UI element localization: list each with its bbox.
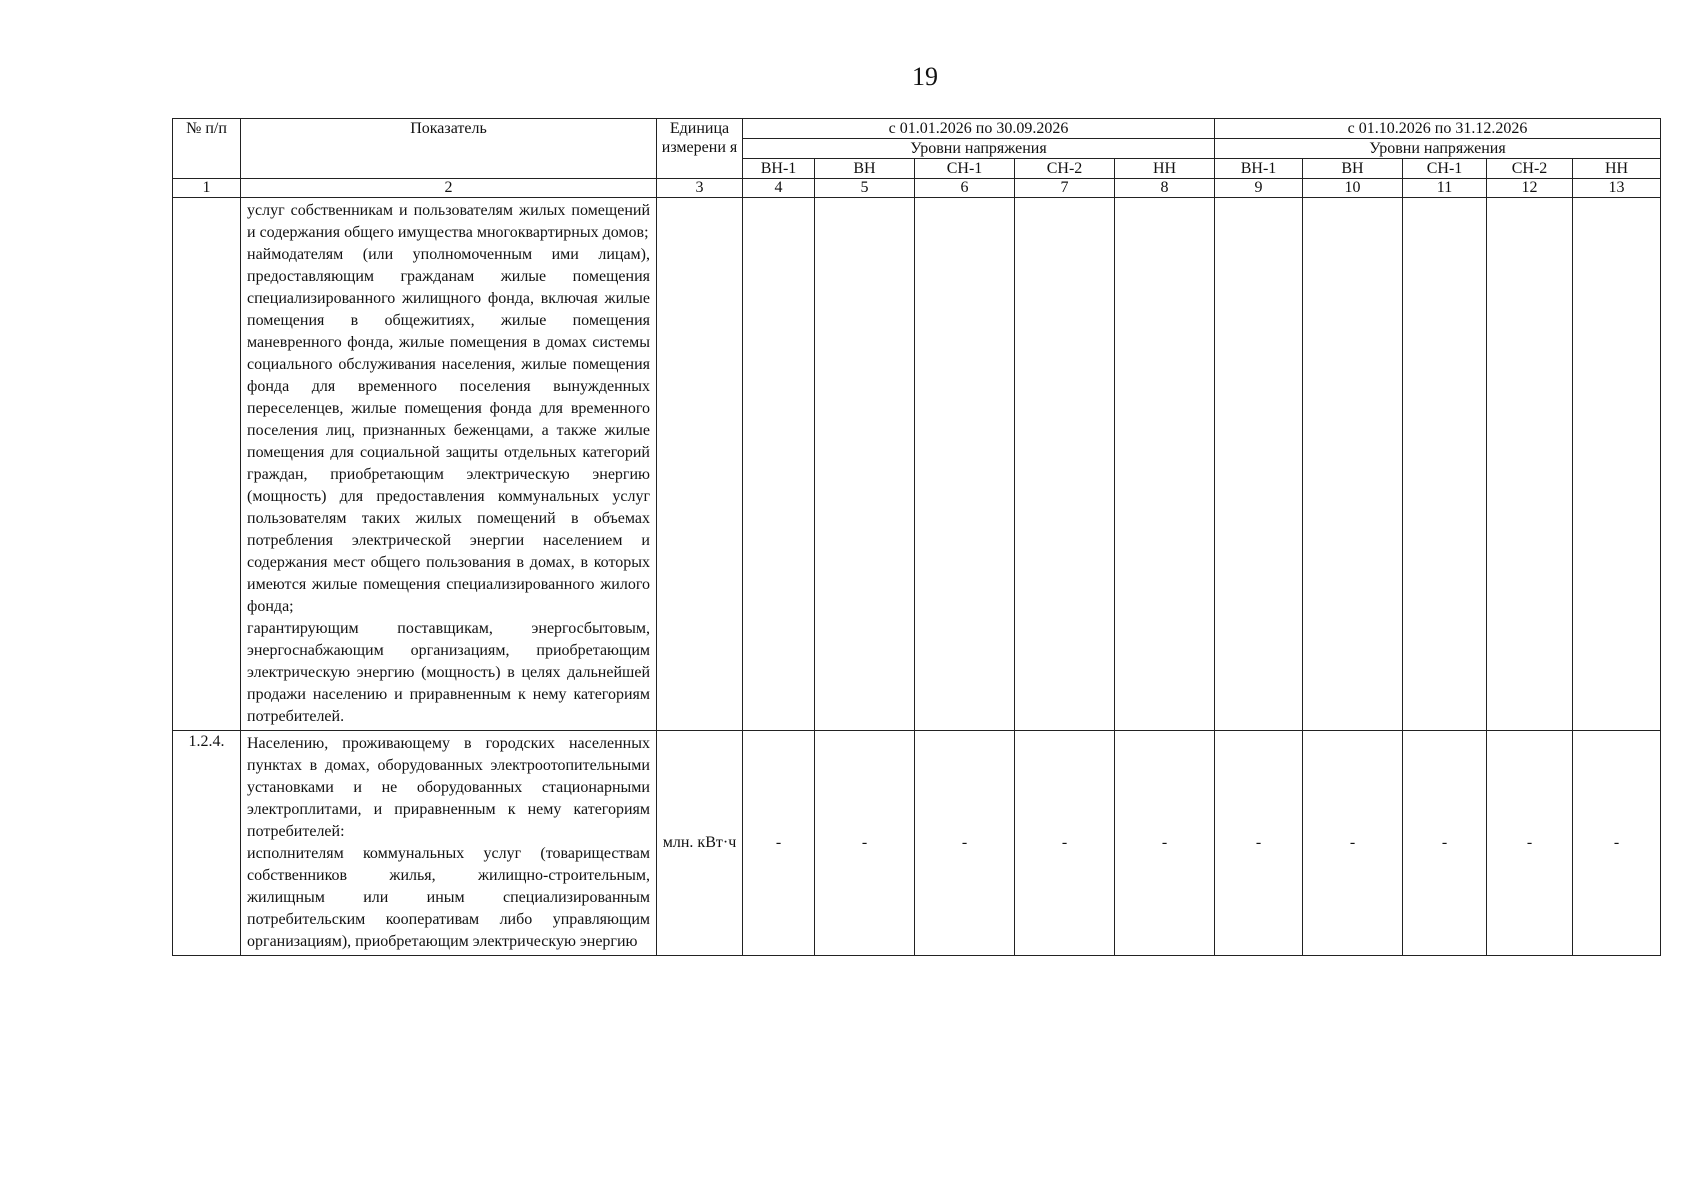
level-cell: ВН-1 (743, 159, 815, 179)
value-cell (1487, 198, 1573, 731)
level-cell: СН-1 (915, 159, 1015, 179)
header-row-1 (173, 119, 1661, 139)
header-num: № п/п (173, 119, 241, 179)
value-cell (1015, 198, 1115, 731)
value-cell (1115, 198, 1215, 731)
value-cell: - (1487, 731, 1573, 956)
row-description (241, 198, 657, 731)
level-cell: НН (1115, 159, 1215, 179)
value-cell (1215, 198, 1303, 731)
row-number (173, 198, 241, 731)
col-number: 6 (915, 179, 1015, 198)
header-indicator: Показатель (241, 119, 657, 179)
column-number-row (173, 179, 1661, 198)
col-number: 8 (1115, 179, 1215, 198)
level-cell: СН-1 (1403, 159, 1487, 179)
col-number: 9 (1215, 179, 1303, 198)
level-cell: ВН-1 (1215, 159, 1303, 179)
header-period-1: с 01.01.2026 по 30.09.2026 (743, 119, 1215, 139)
description-paragraph: Населению, проживающему в городских населенных пунктах в домах, оборудованных электроотопительными установками и не оборудованных стационарными электроплитами, и приравненным к нему категориям потребителей: (247, 735, 650, 840)
value-cell (1303, 198, 1403, 731)
level-cell: НН (1573, 159, 1661, 179)
header-levels-2: Уровни напряжения (1215, 139, 1661, 159)
value-cell (743, 198, 815, 731)
value-cell: - (1115, 731, 1215, 956)
value-cell: - (915, 731, 1015, 956)
col-number: 13 (1573, 179, 1661, 198)
table-row (173, 198, 1661, 731)
col-number: 3 (657, 179, 743, 198)
description-paragraph: исполнителям коммунальных услуг (товариществам собственников жилья, жилищно-строительным, жилищным или иным специализированным потребительским кооперативам либо управляющим организациям), приобретающим электрическую энергию (247, 845, 650, 950)
page-number: 19 (912, 62, 938, 91)
level-cell: ВН (1303, 159, 1403, 179)
col-number: 10 (1303, 179, 1403, 198)
row-description (241, 731, 657, 956)
level-cell: СН-2 (1487, 159, 1573, 179)
row-number: 1.2.4. (173, 731, 241, 956)
value-cell (1573, 198, 1661, 731)
col-number: 5 (815, 179, 915, 198)
row-unit (657, 198, 743, 731)
value-cell: - (815, 731, 915, 956)
header-levels-1: Уровни напряжения (743, 139, 1215, 159)
value-cell (915, 198, 1015, 731)
col-number: 4 (743, 179, 815, 198)
value-cell: - (1015, 731, 1115, 956)
description-paragraph: наймодателям (или уполномоченным ими лицам), предоставляющим гражданам жилые помещения специализированного жилищного фонда, включая жилые помещения в общежитиях, жилые помещения маневренного фонда, жилые помещения в домах системы социального обслуживания населения, жилые помещения фонда для временного поселения вынужденных переселенцев, жилые помещения фонда для временного поселения лиц, признанных беженцами, а также жилые помещения для социальной защиты отдельных категорий граждан, приобретающим электрическую энергию (мощность) для предоставления коммунальных услуг пользователям таких жилых помещений в объемах потребления электрической энергии населением и содержания мест общего пользования в домах, в которых имеются жилые помещения специализированного жилого фонда; (247, 246, 650, 615)
value-cell (815, 198, 915, 731)
value-cell (1403, 198, 1487, 731)
col-number: 11 (1403, 179, 1487, 198)
col-number: 12 (1487, 179, 1573, 198)
tariff-table (172, 118, 1661, 956)
table-row (173, 731, 1661, 956)
col-number: 7 (1015, 179, 1115, 198)
header-period-2: с 01.10.2026 по 31.12.2026 (1215, 119, 1661, 139)
level-cell: СН-2 (1015, 159, 1115, 179)
header-unit: Единица измерени я (657, 119, 743, 179)
value-cell: - (1215, 731, 1303, 956)
value-cell: - (743, 731, 815, 956)
value-cell: - (1403, 731, 1487, 956)
description-paragraph: услуг собственникам и пользователям жилых помещений и содержания общего имущества многоквартирных домов; (247, 202, 650, 241)
col-number: 2 (241, 179, 657, 198)
value-cell: - (1573, 731, 1661, 956)
col-number: 1 (173, 179, 241, 198)
value-cell: - (1303, 731, 1403, 956)
row-unit: млн. кВт·ч (657, 731, 743, 956)
description-paragraph: гарантирующим поставщикам, энергосбытовым, энергоснабжающим организациям, приобретающим электрическую энергию (мощность) в целях дальнейшей продажи населению и приравненным к нему категориям потребителей. (247, 620, 650, 725)
level-cell: ВН (815, 159, 915, 179)
